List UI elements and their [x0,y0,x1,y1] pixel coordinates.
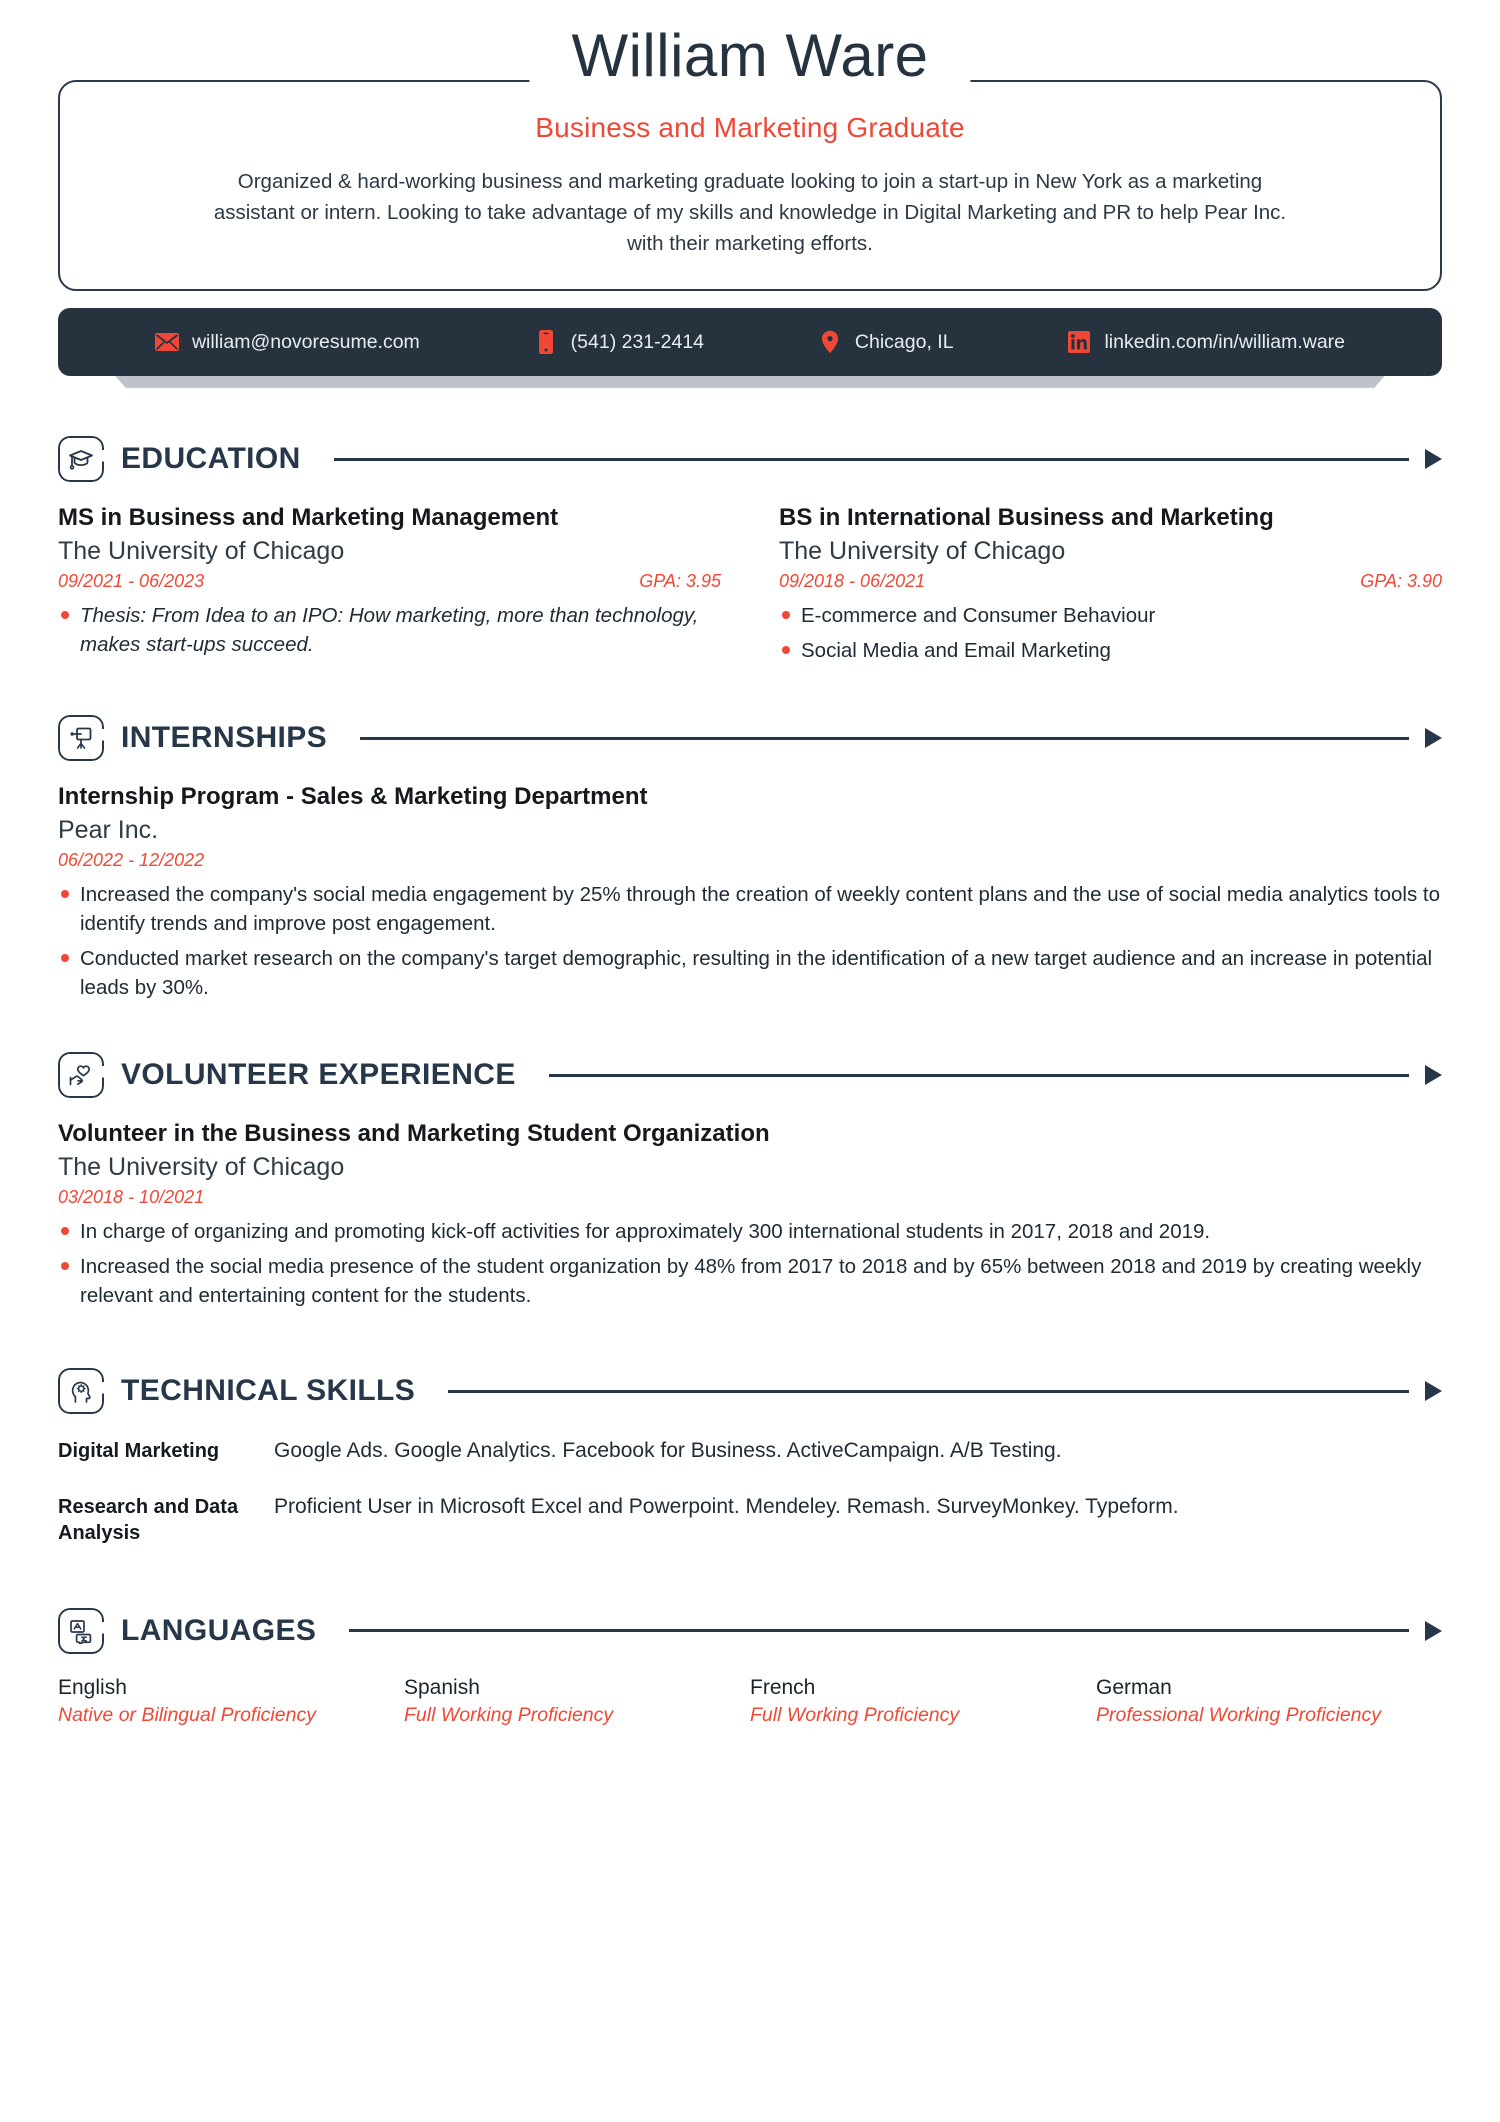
entry-meta [779,571,1442,592]
section-rule [349,1629,1409,1632]
education-bullets [779,601,1442,665]
section-technical-skills [58,1368,1442,1545]
language-level: Full Working Proficiency [404,1703,614,1726]
role-title: Internship Program - Sales & Marketing Department [58,783,648,811]
date-range: 03/2018 - 10/2021 [58,1186,205,1207]
education-columns [58,504,1442,671]
organization-name: The University of Chicago [58,1152,345,1181]
section-rule [334,458,1409,461]
email-icon [155,330,179,354]
volunteer-bullets [58,1217,1442,1310]
entry-meta [58,1187,1442,1208]
date-range: 09/2021 - 06/2023 [58,571,205,592]
language-level: Native or Bilingual Proficiency [58,1703,316,1726]
skill-category-label: Research and Data Analysis [58,1495,239,1544]
language-name: German [1096,1675,1172,1699]
contact-linkedin-text: linkedin.com/in/william.ware [1104,330,1346,353]
list-item: In charge of organizing and promoting kick-off activities for approximately 300 international students in 2017, 2018 and 2019. [58,1217,1442,1246]
skill-row [58,1492,1442,1546]
list-item: Conducted market research on the company's target demographic, resulting in the identification of a new target audience and an increase in potential leads by 30%. [58,944,1442,1002]
hand-heart-icon [58,1052,104,1098]
languages-grid [58,1676,1442,1728]
section-title-education: EDUCATION [121,442,301,476]
section-arrow-icon [1425,728,1442,748]
language-level: Professional Working Proficiency [1096,1703,1382,1726]
date-range: 06/2022 - 12/2022 [58,849,205,870]
section-title-internships: INTERNSHIPS [121,721,328,755]
language-level: Full Working Proficiency [750,1703,960,1726]
location-icon [818,330,842,354]
language-item [58,1676,404,1728]
entry-meta [58,850,1442,871]
skill-list: Proficient User in Microsoft Excel and Powerpoint. Mendeley. Remash. SurveyMonkey. Typeform. [274,1494,1179,1518]
section-arrow-icon [1425,449,1442,469]
presentation-board-icon [58,715,104,761]
phone-icon [534,330,558,354]
list-item: Increased the social media presence of the student organization by 48% from 2017 to 2018 and by 65% between 2018 and 2019 by creating weekly relevant and entertaining content for the students. [58,1252,1442,1310]
school-name: The University of Chicago [779,536,1066,565]
company-name: Pear Inc. [58,815,159,844]
skill-row [58,1436,1442,1465]
section-internships [58,715,1442,1002]
linkedin-icon [1067,330,1091,354]
contact-location-text: Chicago, IL [854,330,954,353]
internship-entry-1 [58,783,1442,1002]
language-name: French [750,1675,816,1699]
contact-phone[interactable] [534,330,704,354]
section-education [58,436,1442,671]
section-header-internships [58,715,1442,761]
language-name: Spanish [404,1675,480,1699]
section-languages [58,1608,1442,1728]
contact-bar [58,308,1442,376]
section-rule [360,737,1409,740]
degree-title: MS in Business and Marketing Management [58,504,559,532]
role-title: Volunteer in the Business and Marketing Student Organization [58,1120,770,1148]
education-entry-1 [58,504,721,671]
head-gear-icon [58,1368,104,1414]
list-item: E-commerce and Consumer Behaviour [779,601,1442,630]
contact-location[interactable] [818,330,954,354]
internship-bullets [58,880,1442,1002]
education-bullets [58,601,721,659]
list-item: Thesis: From Idea to an IPO: How marketing, more than technology, makes start-ups succeed. [58,601,721,659]
contact-bar-wrapper [58,308,1442,376]
entry-meta [58,571,721,592]
graduation-cap-icon [58,436,104,482]
resume-header [58,0,1442,291]
section-header-languages [58,1608,1442,1654]
header-outline-box [58,22,1442,291]
language-item [404,1676,750,1728]
contact-email[interactable] [155,330,420,354]
degree-title: BS in International Business and Marketing [779,504,1274,532]
contact-linkedin[interactable] [1067,330,1345,354]
section-header-technical-skills [58,1368,1442,1414]
section-rule [448,1390,1409,1393]
translate-icon [58,1608,104,1654]
school-name: The University of Chicago [58,536,345,565]
section-title-technical-skills: TECHNICAL SKILLS [121,1374,416,1408]
date-range: 09/2018 - 06/2021 [779,571,926,592]
section-volunteer-experience [58,1052,1442,1310]
list-item: Social Media and Email Marketing [779,636,1442,665]
list-item: Increased the company's social media engagement by 25% through the creation of weekly content plans and the use of social media analytics tools to identify trends and improve post engagement. [58,880,1442,938]
section-arrow-icon [1425,1065,1442,1085]
language-item [750,1676,1096,1728]
section-header-volunteer [58,1052,1442,1098]
gpa-value: GPA: 3.90 [1360,571,1442,592]
profile-summary: Organized & hard-working business and marketing graduate looking to join a start-up in New York as a marketing assistant or intern. Looking to take advantage of my skills and knowledge in Digital Marketing and PR to help Pear Inc. with their marketing efforts. [213,170,1287,256]
section-rule [549,1074,1409,1077]
volunteer-entry-1 [58,1120,1442,1310]
job-title: Business and Marketing Graduate [535,112,965,143]
section-arrow-icon [1425,1381,1442,1401]
skill-list: Google Ads. Google Analytics. Facebook for Business. ActiveCampaign. A/B Testing. [274,1439,1062,1463]
name-block [529,22,970,89]
section-title-languages: LANGUAGES [121,1613,317,1647]
section-header-education [58,436,1442,482]
skill-category-label: Digital Marketing [58,1440,220,1463]
language-item [1096,1676,1442,1728]
section-arrow-icon [1425,1621,1442,1641]
contact-email-text: william@novoresume.com [191,330,420,353]
gpa-value: GPA: 3.95 [639,571,721,592]
section-title-volunteer: VOLUNTEER EXPERIENCE [121,1058,516,1092]
education-entry-2 [779,504,1442,671]
page-title: William Ware [571,22,929,89]
contact-phone-text: (541) 231-2414 [570,330,705,353]
language-name: English [58,1675,127,1699]
